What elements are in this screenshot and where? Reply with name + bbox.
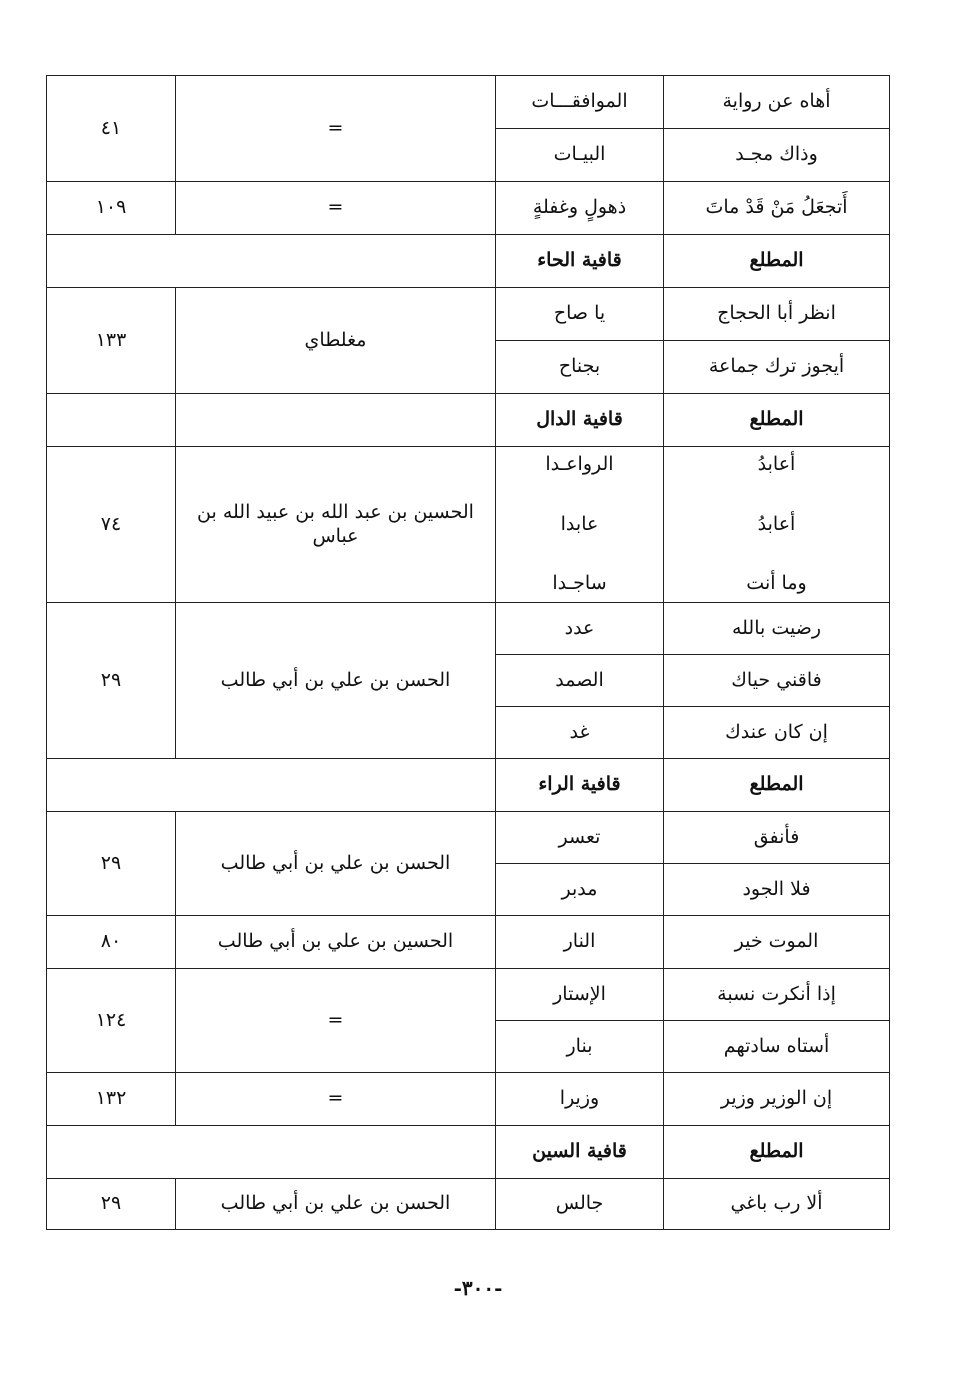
table-row <box>47 603 890 655</box>
verse-end-cell: الصمد <box>496 655 664 707</box>
empty-header-cell <box>47 1126 496 1179</box>
verse-start-cell: الموت خير <box>664 916 890 969</box>
table-row <box>47 969 890 1021</box>
page-ref-cell: ١٣٣ <box>47 288 176 394</box>
verse-end-cell: بنار <box>496 1021 664 1073</box>
verse-start-cell: إذا أنكرت نسبة <box>664 969 890 1021</box>
empty-header-cell <box>47 394 176 447</box>
table-row <box>47 1073 890 1126</box>
empty-header-cell <box>47 235 496 288</box>
poet-cell: = <box>176 969 496 1073</box>
table-row <box>47 288 890 341</box>
verse-end-cell: الإستار <box>496 969 664 1021</box>
page-number: -٣٠٠- <box>453 1276 503 1300</box>
verse-start-cell: أهاه عن رواية <box>664 76 890 129</box>
verse-start-cell: فاقني حياك <box>664 655 890 707</box>
verse-end-line: الرواعـدا <box>545 453 614 475</box>
verse-start-line: وما أنت <box>746 572 807 595</box>
verse-start-cell: فلا الجود <box>664 864 890 916</box>
page-ref-cell: ١٢٤ <box>47 969 176 1073</box>
verse-start-line: أعابدُ <box>757 453 796 475</box>
verse-start-cell: أَتجعَلُ مَنْ قَدْ ماتَ <box>664 182 890 235</box>
verse-end-cell: النار <box>496 916 664 969</box>
page-ref-cell: ٧٤ <box>47 447 176 603</box>
verse-end-cell: غد <box>496 707 664 759</box>
verse-start-cell: انظر أبا الحجاج <box>664 288 890 341</box>
page-ref-cell: ٨٠ <box>47 916 176 969</box>
poet-cell: = <box>176 182 496 235</box>
poet-cell: الحسين بن عبد الله بن عبيد الله بن عباس <box>176 447 496 603</box>
poet-cell: الحسين بن علي بن أبي طالب <box>176 916 496 969</box>
empty-header-cell <box>176 394 496 447</box>
table-row <box>47 182 890 235</box>
verse-start-cell: إن الوزير وزير <box>664 1073 890 1126</box>
poet-cell: مغلطاي <box>176 288 496 394</box>
header-rhyme-cell: قافية الراء <box>496 759 664 812</box>
header-start-cell: المطلع <box>664 394 890 447</box>
verse-end-line: ساجـدا <box>552 572 607 595</box>
header-rhyme-cell: قافية السين <box>496 1126 664 1179</box>
verse-start-cell: إن كان عندك <box>664 707 890 759</box>
page-ref-cell: ٢٩ <box>47 1179 176 1230</box>
table-row <box>47 812 890 864</box>
verse-end-line: عابدا <box>560 512 599 535</box>
verse-end-cell: ذهولٍ وغفلةٍ <box>496 182 664 235</box>
verse-end-cell: عدد <box>496 603 664 655</box>
header-start-cell: المطلع <box>664 759 890 812</box>
poetry-index-table <box>46 75 890 1230</box>
section-header-row <box>47 1126 890 1179</box>
page-ref-cell: ٤١ <box>47 76 176 182</box>
section-header-row <box>47 394 890 447</box>
table-row <box>47 447 890 603</box>
verse-start-cell: فأنفق <box>664 812 890 864</box>
verse-end-cell: بجناح <box>496 341 664 394</box>
verse-start-cell <box>664 447 890 603</box>
verse-start-cell: وذاك مجـد <box>664 129 890 182</box>
table-row <box>47 1179 890 1230</box>
page-ref-cell: ١٣٢ <box>47 1073 176 1126</box>
table-row <box>47 916 890 969</box>
header-start-cell: المطلع <box>664 235 890 288</box>
section-header-row <box>47 235 890 288</box>
header-rhyme-cell: قافية الحاء <box>496 235 664 288</box>
page-ref-cell: ٢٩ <box>47 603 176 759</box>
poet-cell: الحسن بن علي بن أبي طالب <box>176 812 496 916</box>
page-ref-cell: ٢٩ <box>47 812 176 916</box>
poet-cell: = <box>176 76 496 182</box>
verse-start-cell: أستاه سادتهم <box>664 1021 890 1073</box>
poet-cell: الحسن بن علي بن أبي طالب <box>176 603 496 759</box>
verse-end-cell: يا صاح <box>496 288 664 341</box>
verse-start-cell: رضيت بالله <box>664 603 890 655</box>
verse-end-cell: الموافقـــات <box>496 76 664 129</box>
section-header-row <box>47 759 890 812</box>
verse-start-cell: ألا رب باغي <box>664 1179 890 1230</box>
verse-end-cell: تعسر <box>496 812 664 864</box>
table-row <box>47 76 890 129</box>
page-ref-cell: ١٠٩ <box>47 182 176 235</box>
verse-end-cell: جالس <box>496 1179 664 1230</box>
poet-cell: الحسن بن علي بن أبي طالب <box>176 1179 496 1230</box>
poet-cell: = <box>176 1073 496 1126</box>
header-rhyme-cell: قافية الدال <box>496 394 664 447</box>
verse-end-cell: مدبر <box>496 864 664 916</box>
verse-end-cell: البيـات <box>496 129 664 182</box>
verse-end-cell <box>496 447 664 603</box>
header-start-cell: المطلع <box>664 1126 890 1179</box>
verse-start-line: أعابدُ <box>757 512 796 535</box>
verse-end-cell: وزيرا <box>496 1073 664 1126</box>
empty-header-cell <box>47 759 496 812</box>
verse-start-cell: أيجوز ترك جماعة <box>664 341 890 394</box>
